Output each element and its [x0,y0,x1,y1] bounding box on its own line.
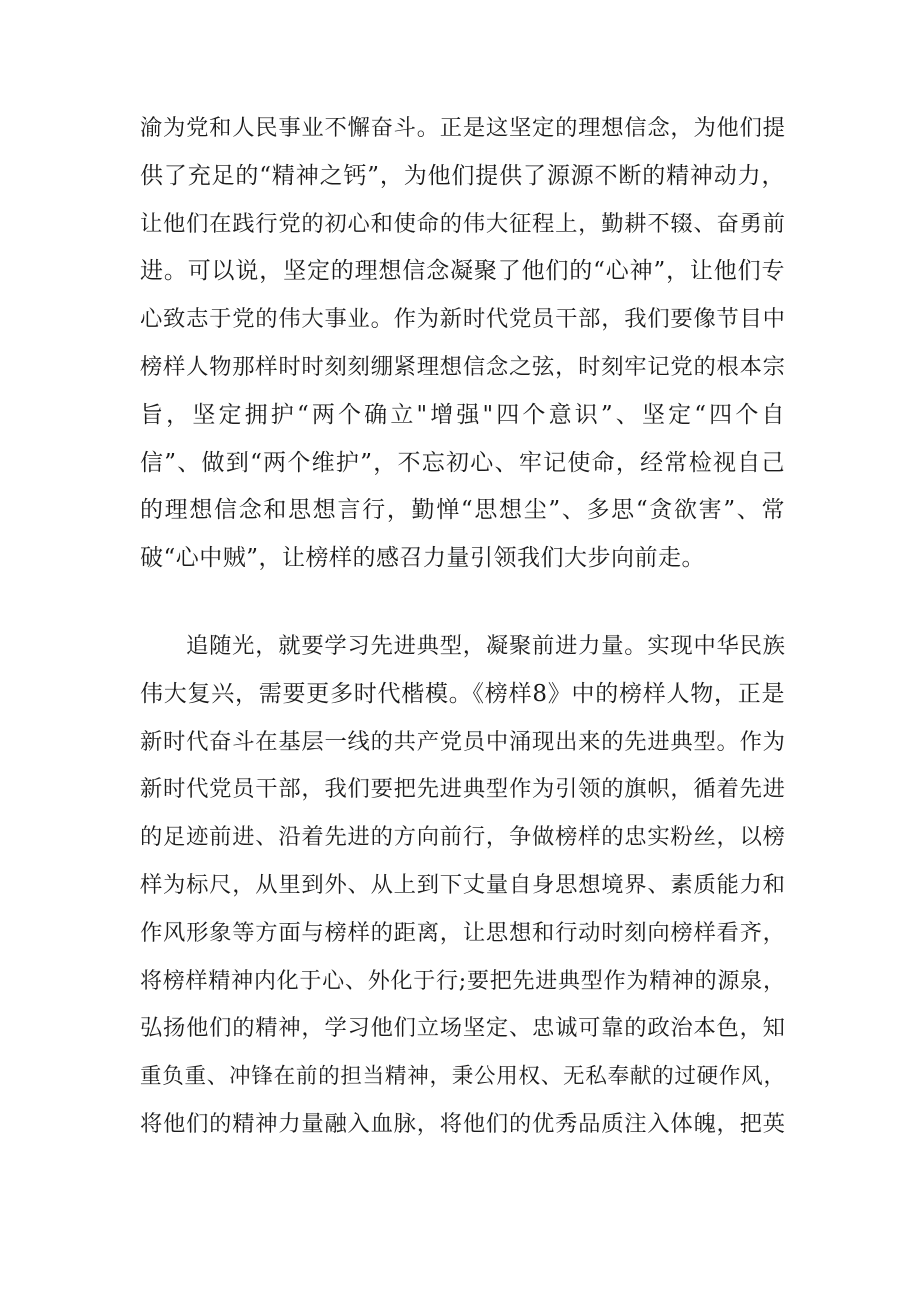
paragraph-line: 的理想信念和思想言行，勤惮“思想尘”、多思“贪欲害”、常 [140,497,785,524]
paragraph-line: 弘扬他们的精神，学习他们立场坚定、忠诚可靠的政治本色，知 [140,1015,785,1042]
paragraph-line: 进。可以说，坚定的理想信念凝聚了他们的“心神”，让他们专 [140,258,785,285]
paragraph-line: 破“心中贼”，让榜样的感召力量引领我们大步向前走。 [140,545,706,572]
paragraph-line: 将榜样精神内化于心、外化于行;要把先进典型作为精神的源泉， [140,968,785,994]
paragraph-line: 渝为党和人民事业不懈奋斗。正是这坚定的理想信念，为他们提 [140,115,785,141]
paragraph-line: 将他们的精神力量融入血脉，将他们的优秀品质注入体魄，把英 [140,1110,785,1137]
paragraph-line: 新时代奋斗在基层一线的共产党员中涌现出来的先进典型。作为 [140,728,785,755]
paragraph-2 [140,623,785,1149]
paragraph-line: 重负重、冲锋在前的担当精神，秉公用权、无私奉献的过硬作风， [140,1064,785,1090]
paragraph-line: 的足迹前进、沿着先进的方向前行，争做榜样的忠实粉丝，以榜 [140,824,785,851]
paragraph-line: 伟大复兴，需要更多时代楷模。《榜样8》中的榜样人物，正是 [140,680,785,707]
paragraph-line: 信”、做到“两个维护”，不忘初心、牢记使命，经常检视自己 [140,449,785,476]
paragraph-line: 心致志于党的伟大事业。作为新时代党员干部，我们要像节目中 [140,306,785,333]
paragraph-line: 让他们在践行党的初心和使命的伟大征程上，勤耕不辍、奋勇前 [140,210,785,237]
paragraph-line: 作风形象等方面与榜样的距离，让思想和行动时刻向榜样看齐， [140,919,785,946]
paragraph-1 [140,105,785,583]
paragraph-line: 供了充足的“精神之钙”，为他们提供了源源不断的精神动力， [140,162,785,189]
paragraph-line: 榜样人物那样时时刻刻绷紧理想信念之弦，时刻牢记党的根本宗 [140,353,785,380]
paragraph-line: 新时代党员干部，我们要把先进典型作为引领的旗帜，循着先进 [140,776,785,803]
paragraph-line: 追随光，就要学习先进典型，凝聚前进力量。实现中华民族 [186,633,785,659]
paragraph-line: 样为标尺，从里到外、从上到下丈量自身思想境界、素质能力和 [140,871,785,898]
paragraph-line: 旨，坚定拥护“两个确立"增强"四个意识”、坚定“四个自 [140,401,785,428]
